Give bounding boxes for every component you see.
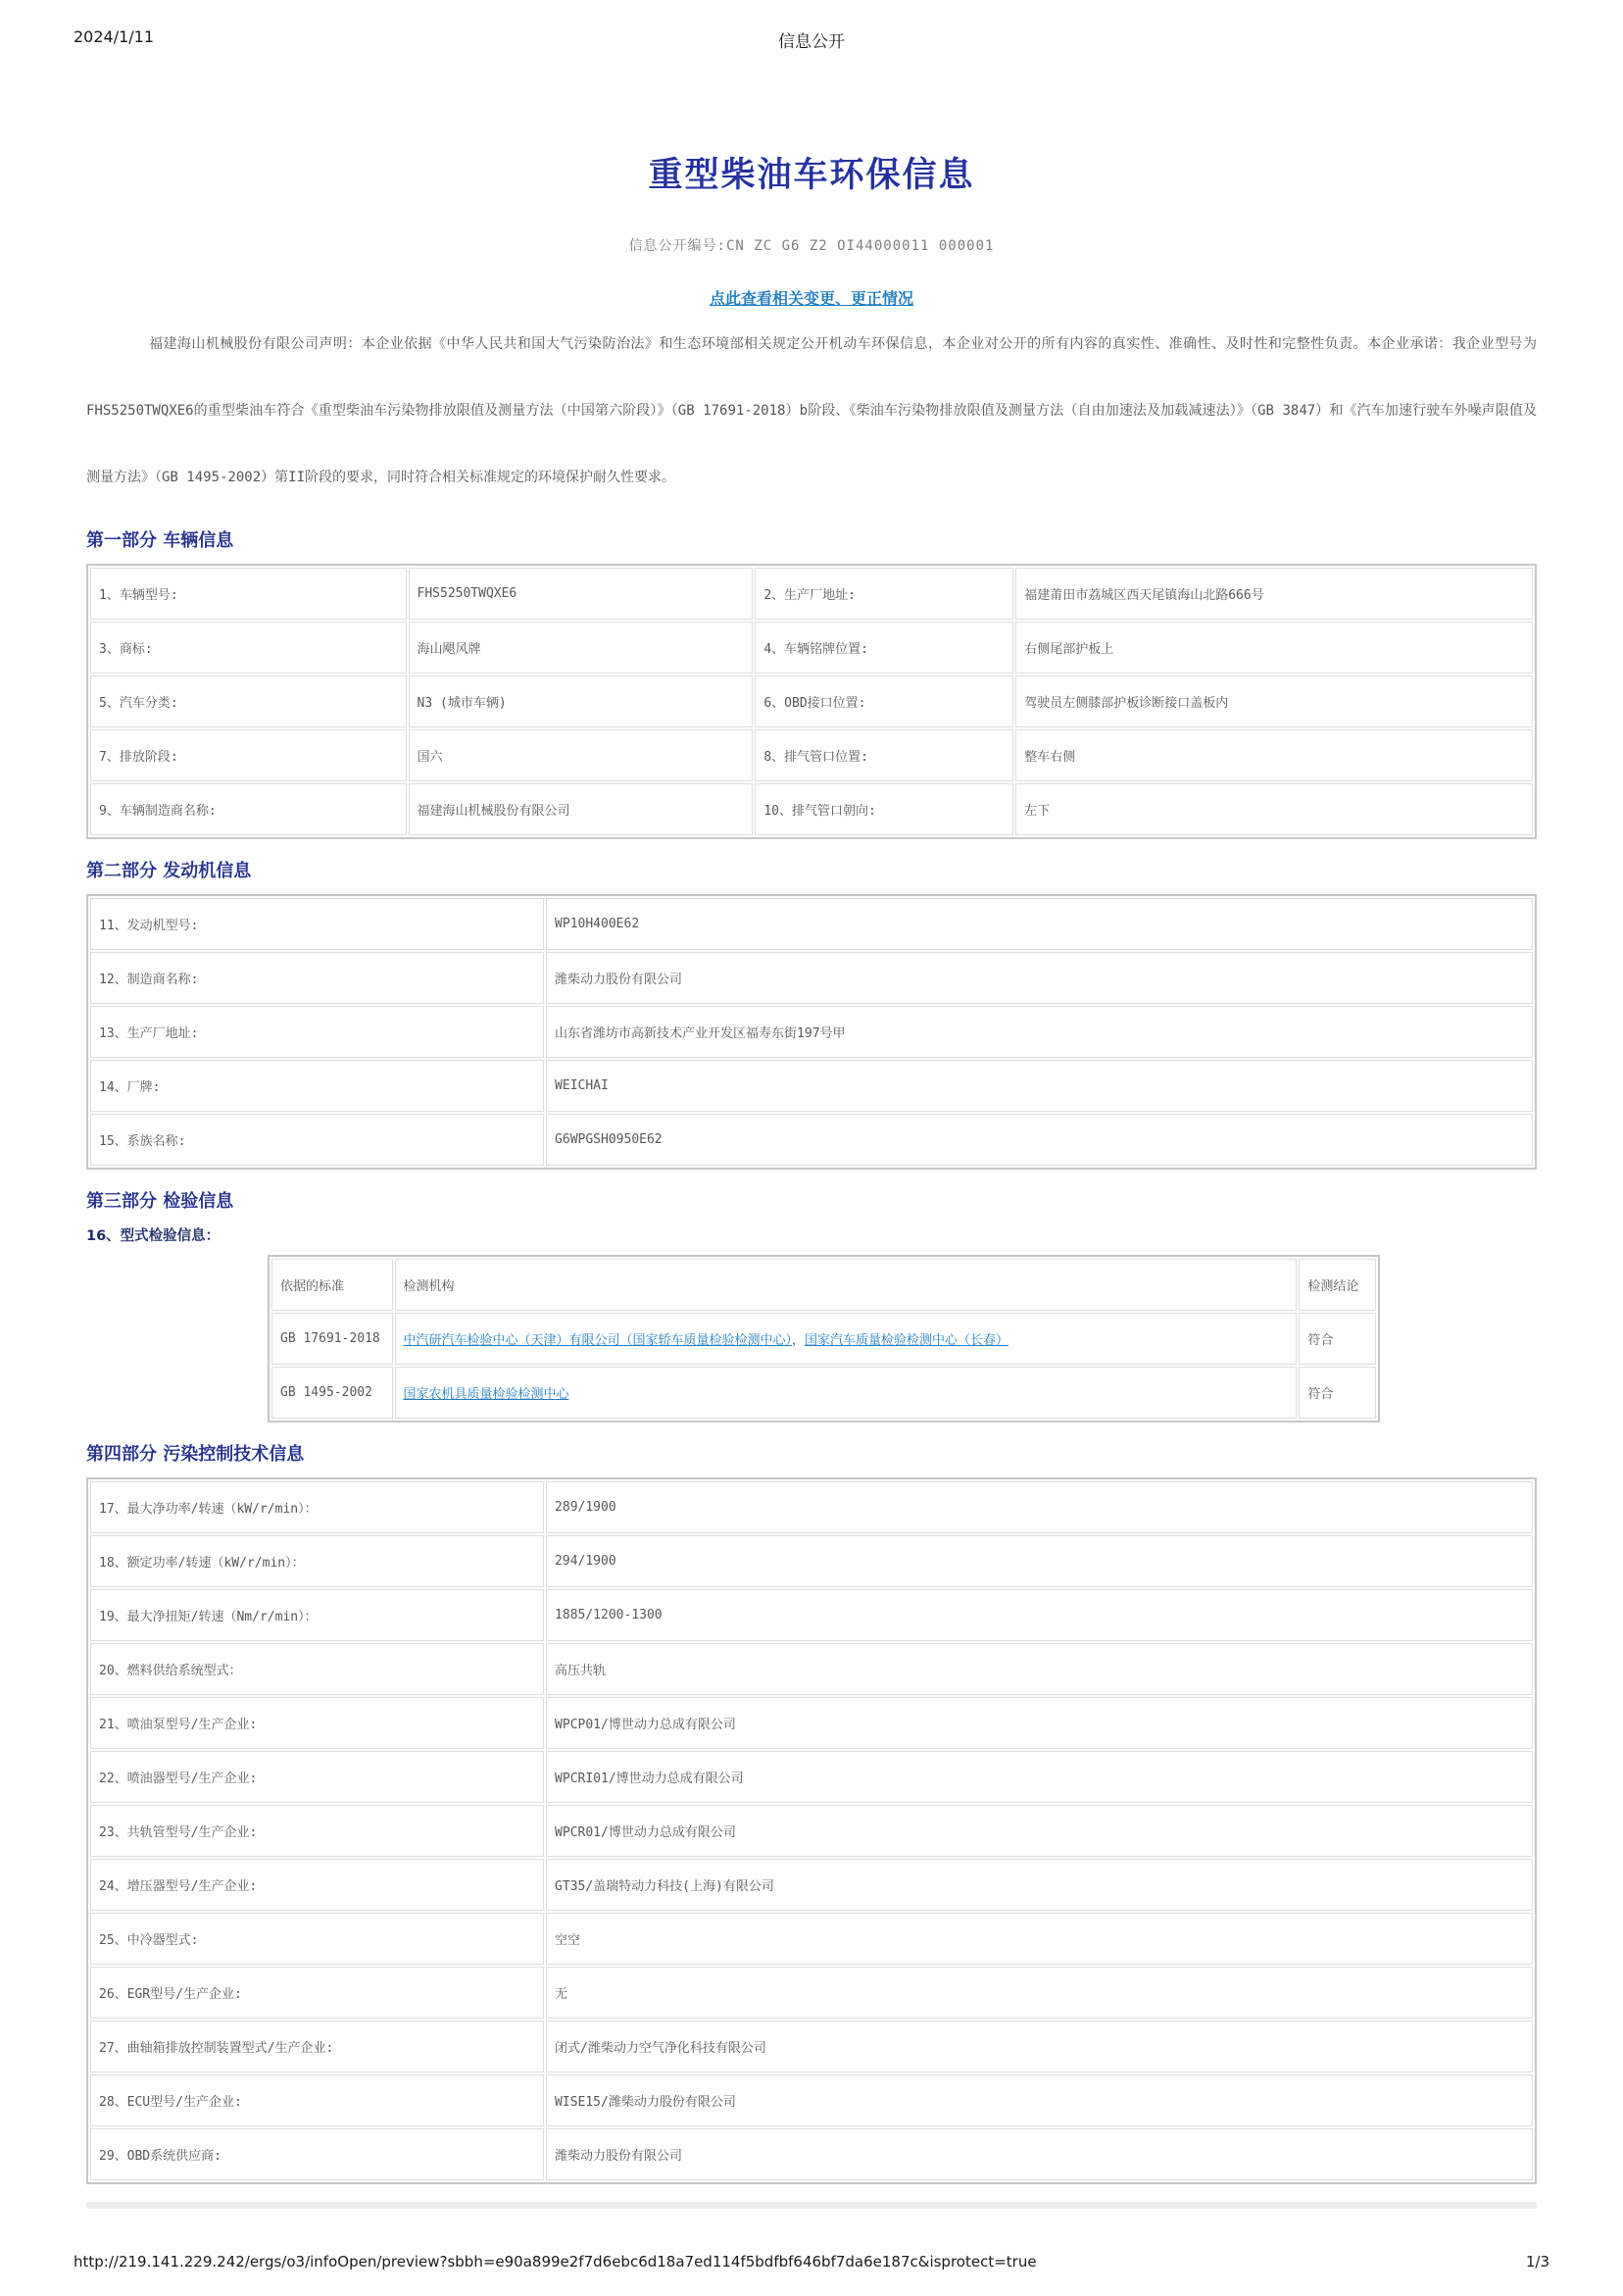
print-date: 2024/1/11 — [74, 27, 155, 46]
source-url: http://219.141.229.242/ergs/o3/infoOpen/preview?sbbh=e90a899e2f7d6ebc6d18a7ed114f5bdfbf646bf7da6e187c&isprotect=true — [74, 2253, 1037, 2271]
cell-label: 29、OBD系统供应商: — [90, 2128, 544, 2180]
cell-label: 26、EGR型号/生产企业: — [90, 1967, 544, 2019]
cell-label: 25、中冷器型式: — [90, 1913, 544, 1965]
table-row — [271, 1367, 1376, 1419]
table-row — [90, 952, 1533, 1004]
table-row — [90, 1697, 1533, 1749]
cell-value: FHS5250TWQXE6 — [409, 568, 754, 620]
cell-value: N3 (城市车辆) — [409, 675, 754, 727]
table-row — [90, 1589, 1533, 1641]
cell-label: 6、OBD接口位置: — [755, 675, 1013, 727]
table-row — [90, 1805, 1533, 1857]
cell-value: G6WPGSH0950E62 — [546, 1114, 1533, 1166]
agency-separator: ， — [792, 1333, 806, 1348]
declaration-paragraph: 福建海山机械股份有限公司声明：本企业依据《中华人民共和国大气污染防治法》和生态环境部相关规定公开机动车环保信息，本企业对公开的所有内容的真实性、准确性、及时性和完整性负责。本企业承诺：我企业型号为FHS5250TWQXE6的重型柴油车符合《重型柴油车污染物排放限值及测量方法（中国第六阶段）》（GB 17691-2018）b阶段、《柴油车污染物排放限值及测量方法（自由加速法及加载减速法）》（GB 3847）和《汽车加速行驶车外噪声限值及测量方法》（GB 1495-2002）第II阶段的要求，同时符合相关标准规定的环境保护耐久性要求。 — [86, 336, 1537, 485]
cell-value: 294/1900 — [546, 1535, 1533, 1587]
cell-value: 海山飓风牌 — [409, 622, 754, 674]
table-row — [90, 898, 1533, 950]
table-row — [90, 675, 1533, 727]
cell-value: 右侧尾部护板上 — [1015, 622, 1533, 674]
print-header-title: 信息公开 — [778, 32, 845, 52]
cell-result: 符合 — [1299, 1313, 1376, 1365]
page-cut-divider — [86, 2202, 1537, 2209]
print-footer — [74, 2253, 1549, 2271]
cell-agencies — [395, 1313, 1298, 1365]
table-row — [90, 729, 1533, 781]
cell-label: 23、共轨管型号/生产企业: — [90, 1805, 544, 1857]
engine-info-table — [86, 894, 1537, 1170]
cell-label: 7、排放阶段: — [90, 729, 407, 781]
cell-label: 15、系族名称: — [90, 1114, 544, 1166]
column-header-agency: 检测机构 — [395, 1259, 1298, 1311]
cell-value: 国六 — [409, 729, 754, 781]
cell-label: 8、排气管口位置: — [755, 729, 1013, 781]
cell-label: 21、喷油泵型号/生产企业: — [90, 1697, 544, 1749]
table-row — [90, 1114, 1533, 1166]
cell-label: 1、车辆型号: — [90, 568, 407, 620]
section-4-heading: 第四部分 污染控制技术信息 — [86, 1444, 305, 1465]
cell-label: 14、厂牌: — [90, 1060, 544, 1112]
section-2-heading: 第二部分 发动机信息 — [86, 861, 252, 881]
table-row — [90, 622, 1533, 674]
cell-value: 福建海山机械股份有限公司 — [409, 783, 754, 835]
agency-link[interactable]: 中汽研汽车检验中心（天津）有限公司（国家轿车质量检验检测中心） — [403, 1333, 793, 1348]
cell-standard: GB 1495-2002 — [271, 1367, 393, 1419]
cell-label: 18、额定功率/转速（kW/r/min）： — [90, 1535, 544, 1587]
change-link-row — [86, 286, 1537, 309]
table-row — [90, 1913, 1533, 1965]
cell-agencies — [395, 1367, 1298, 1419]
change-correction-link[interactable]: 点此查看相关变更、更正情况 — [709, 289, 913, 308]
table-row — [90, 1060, 1533, 1112]
cell-label: 2、生产厂地址: — [755, 568, 1013, 620]
cell-label: 12、制造商名称: — [90, 952, 544, 1004]
agency-link[interactable]: 国家农机具质量检验检测中心 — [403, 1387, 569, 1402]
cell-label: 10、排气管口朝向: — [755, 783, 1013, 835]
column-header-result: 检测结论 — [1299, 1259, 1376, 1311]
print-header — [74, 27, 1549, 52]
section-1-heading: 第一部分 车辆信息 — [86, 530, 234, 551]
disclosure-number: 信息公开编号:CN ZC G6 Z2 OI44000011 000001 — [628, 238, 995, 254]
type-inspection-label: 16、型式检验信息： — [86, 1228, 221, 1244]
cell-value: WPCP01/博世动力总成有限公司 — [546, 1697, 1533, 1749]
table-row — [90, 2021, 1533, 2072]
cell-label: 22、喷油器型号/生产企业: — [90, 1751, 544, 1803]
page-number: 1/3 — [1525, 2253, 1549, 2271]
cell-value: 潍柴动力股份有限公司 — [546, 952, 1533, 1004]
table-row — [90, 783, 1533, 835]
cell-value: 无 — [546, 1967, 1533, 2019]
cell-value: 山东省潍坊市高新技术产业开发区福寿东街197号甲 — [546, 1006, 1533, 1058]
table-row — [90, 1481, 1533, 1533]
column-header-standard: 依据的标准 — [271, 1259, 393, 1311]
page-title: 重型柴油车环保信息 — [648, 156, 975, 195]
table-header-row — [271, 1259, 1376, 1311]
table-row — [90, 1006, 1533, 1058]
table-row — [90, 1859, 1533, 1911]
cell-value: 高压共轨 — [546, 1643, 1533, 1695]
table-row — [90, 1967, 1533, 2019]
cell-value: GT35/盖瑞特动力科技(上海)有限公司 — [546, 1859, 1533, 1911]
table-row — [90, 2128, 1533, 2180]
cell-value: WPCRI01/博世动力总成有限公司 — [546, 1751, 1533, 1803]
cell-value: 闭式/潍柴动力空气净化科技有限公司 — [546, 2021, 1533, 2072]
vehicle-info-table — [86, 564, 1537, 839]
table-row — [90, 2074, 1533, 2126]
section-3-heading: 第三部分 检验信息 — [86, 1191, 234, 1212]
cell-value: WPCR01/博世动力总成有限公司 — [546, 1805, 1533, 1857]
cell-value: 左下 — [1015, 783, 1533, 835]
cell-value: 驾驶员左侧膝部护板诊断接口盖板内 — [1015, 675, 1533, 727]
cell-label: 9、车辆制造商名称: — [90, 783, 407, 835]
cell-value: 整车右侧 — [1015, 729, 1533, 781]
table-row — [90, 1751, 1533, 1803]
cell-label: 19、最大净扭矩/转速（Nm/r/min）： — [90, 1589, 544, 1641]
pollution-control-table — [86, 1477, 1537, 2184]
agency-link[interactable]: 国家汽车质量检验检测中心（长春） — [805, 1333, 1009, 1348]
cell-value: WP10H400E62 — [546, 898, 1533, 950]
cell-label: 5、汽车分类: — [90, 675, 407, 727]
cell-standard: GB 17691-2018 — [271, 1313, 393, 1365]
cell-label: 3、商标: — [90, 622, 407, 674]
cell-value: 潍柴动力股份有限公司 — [546, 2128, 1533, 2180]
cell-result: 符合 — [1299, 1367, 1376, 1419]
cell-label: 4、车辆铭牌位置: — [755, 622, 1013, 674]
cell-value: WEICHAI — [546, 1060, 1533, 1112]
cell-label: 28、ECU型号/生产企业: — [90, 2074, 544, 2126]
cell-value: 1885/1200-1300 — [546, 1589, 1533, 1641]
cell-label: 13、生产厂地址: — [90, 1006, 544, 1058]
table-row — [90, 568, 1533, 620]
inspection-table — [268, 1255, 1380, 1423]
cell-value: 福建莆田市荔城区西天尾镇海山北路666号 — [1015, 568, 1533, 620]
cell-label: 27、曲轴箱排放控制装置型式/生产企业: — [90, 2021, 544, 2072]
cell-value: WISE15/潍柴动力股份有限公司 — [546, 2074, 1533, 2126]
cell-label: 24、增压器型号/生产企业: — [90, 1859, 544, 1911]
cell-value: 空空 — [546, 1913, 1533, 1965]
cell-value: 289/1900 — [546, 1481, 1533, 1533]
table-row — [90, 1643, 1533, 1695]
cell-label: 17、最大净功率/转速（kW/r/min）： — [90, 1481, 544, 1533]
cell-label: 20、燃料供给系统型式： — [90, 1643, 544, 1695]
cell-label: 11、发动机型号: — [90, 898, 544, 950]
table-row — [271, 1313, 1376, 1365]
table-row — [90, 1535, 1533, 1587]
